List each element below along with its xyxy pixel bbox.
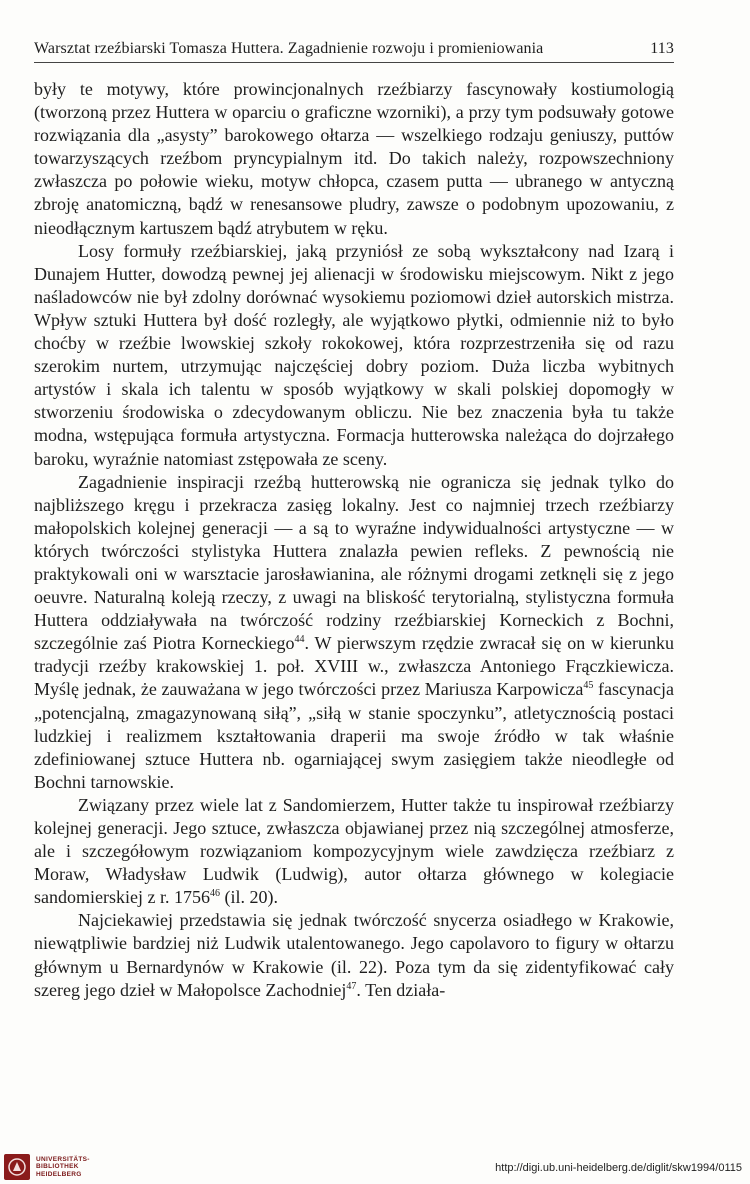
body-text <box>34 78 674 1002</box>
library-name: UNIVERSITÄTS- BIBLIOTHEK HEIDELBERG <box>36 1155 90 1178</box>
footnote-marker[interactable]: 46 <box>209 888 220 900</box>
paragraph <box>34 794 674 909</box>
paragraph <box>34 78 674 240</box>
library-seal-icon <box>4 1154 30 1180</box>
running-title: Warsztat rzeźbiarski Tomasza Huttera. Zagadnienie rozwoju i promieniowania <box>34 40 544 57</box>
footnote-marker[interactable]: 44 <box>294 634 305 646</box>
paragraph <box>34 240 674 471</box>
paragraph-text: Najciekawiej przedstawia się jednak twórczość snycerza osiadłego w Krakowie, niewątpliwie bardziej niż Ludwik utalentowanego. Jego capolavoro to figury w ołtarzu głównym u Bernardynów w Krakowie (il. 22). Poza tym da się zidentyfikować cały szereg jego dzieł w Małopolsce Zachodniej <box>34 910 674 1000</box>
paragraph-text: Zagadnienie inspiracji rzeźbą hutterowską nie ogranicza się jednak tylko do najbliższego kręgu i przekracza zasięg lokalny. Jest co najmniej trzech rzeźbiarzy małopolskich kolejnej generacji — a są to wyraźne indywidualności artystyczne — w których twórczości stylistyka Huttera znalazła pewien refleks. Z pewnością nie praktykowali oni w warsztacie jarosławianina, ale różnymi drogami zetknęli się z jego oeuvre. Naturalną koleją rzeczy, z uwagi na bliskość terytorialną, stylistyczna formuła Huttera oddziaływała na twórczość rodziny rzeźbiarskiej Korneckich z Bochni, szczególnie zaś Piotra Korneckiego <box>34 471 674 654</box>
paragraph-text: Losy formuły rzeźbiarskiej, jaką przyniósł ze sobą wykształcony nad Izarą i Dunajem Hutter, dowodzą pewnej jej alienacji w środowisku miejscowym. Nikt z jego naśladowców nie był zdolny dorównać wysokiemu poziomowi dzieł autorskich mistrza. Wpływ sztuki Huttera był dość rozległy, ale wyjątkowo płytki, odmiennie niż to było choćby w rzeźbie lwowskiej szkoły rokokowej, która rozprzestrzeniła się od razu szerokim nurtem, utrzymując najczęściej dobry poziom. Duża liczba wybitnych artystów i skala ich talentu w sposób wyjątkowy w skali polskiej dopomogły w stworzeniu środowiska o zdecydowanym obliczu. Nie bez znaczenia była tu także modna, wstępująca formuła artystyczna. Formacja hutterowska należąca do dojrzałego baroku, wyraźnie natomiast zstępowała ze sceny. <box>34 240 674 469</box>
paragraph-text: Związany przez wiele lat z Sandomierzem, Hutter także tu inspirował rzeźbiarzy kolejnej generacji. Jego sztuce, zwłaszcza objawianej przez nią szczególnej atmosferze, ale i szczegółowym rozwiązaniom kompozycyjnym wiele zawdzięcza rzeźbiarz z Moraw, Władysław Ludwik (Ludwig), autor ołtarza głównego w kolegiacie sandomierskiej z r. 1756 <box>34 794 674 908</box>
source-url[interactable]: http://digi.ub.uni-heidelberg.de/diglit/skw1994/0115 <box>495 1162 742 1174</box>
paragraph-text: były te motywy, które prowincjonalnych rzeźbiarzy fascynowały kostiumologią (tworzoną przez Huttera w oparciu o graficzne wzorniki), a przy tym podsuwały gotowe rozwiązania dla „asysty” barokowego ołtarza — wszelkiego rodzaju geniuszy, puttów towarzyszących rzeźbom pryncypialnym itd. Do takich należy, rozpowszechniony zwłaszcza po połowie wieku, motyw chłopca, czasem putta — ubranego w antyczną zbroję anatomiczną, bądź w renesansowe pludry, zawsze o podobnym upozowaniu, z nieodłącznym kartuszem bądź atrybutem w ręku. <box>34 79 674 238</box>
library-logo[interactable] <box>4 1154 90 1180</box>
running-header <box>34 40 674 63</box>
paragraph-text: . W pierwszym rzędzie zwracał się on w kierunku tradycji rzeźby krakowskiej 1. poł. XVIII w., zwłaszcza Antoniego Frączkiewicza. Myślę jednak, że zauważana w jego twórczości przez Mariusza Karpowicza <box>34 633 674 700</box>
footer <box>0 1142 750 1184</box>
footnote-marker[interactable]: 45 <box>583 680 594 692</box>
paragraph-text: . Ten działa- <box>356 979 446 1000</box>
paragraph <box>34 471 674 794</box>
paragraph-text: (il. 20). <box>219 887 278 908</box>
footnote-marker[interactable]: 47 <box>346 980 357 992</box>
paragraph <box>34 909 674 1001</box>
paragraph-text: fascynacja „potencjalną, zmagazynowaną siłą”, „siłą w stanie spoczynku”, atletycznością postaci ludzkiej i realizmem kształtowania draperii ma swoje źródło w tak właśnie zdefiniowanej sztuce Huttera nb. ogarniającej swym zasięgiem także nieodległe od Bochni tarnowskie. <box>34 679 675 792</box>
page-number: 113 <box>650 40 674 57</box>
